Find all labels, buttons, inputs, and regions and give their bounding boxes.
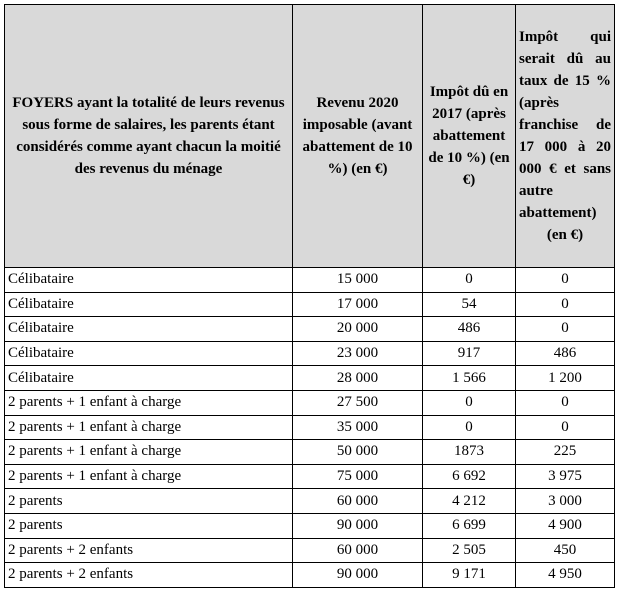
- household-cell: 2 parents + 1 enfant à charge: [5, 390, 293, 415]
- tax-15-cell: 0: [516, 292, 615, 317]
- income-cell: 50 000: [293, 440, 423, 465]
- income-cell: 60 000: [293, 538, 423, 563]
- household-cell: Célibataire: [5, 341, 293, 366]
- tax-15-cell: 225: [516, 440, 615, 465]
- household-cell: 2 parents + 1 enfant à charge: [5, 415, 293, 440]
- household-cell: 2 parents + 1 enfant à charge: [5, 440, 293, 465]
- income-cell: 35 000: [293, 415, 423, 440]
- tax-2017-cell: 54: [423, 292, 516, 317]
- income-cell: 27 500: [293, 390, 423, 415]
- tax-2017-cell: 6 692: [423, 464, 516, 489]
- household-cell: 2 parents: [5, 489, 293, 514]
- tax-15-cell: 1 200: [516, 366, 615, 391]
- table-row: [5, 563, 615, 588]
- income-cell: 90 000: [293, 513, 423, 538]
- income-cell: 20 000: [293, 317, 423, 342]
- household-cell: 2 parents + 1 enfant à charge: [5, 464, 293, 489]
- household-cell: 2 parents + 2 enfants: [5, 563, 293, 588]
- table-row: [5, 366, 615, 391]
- tax-2017-cell: 486: [423, 317, 516, 342]
- tax-2017-cell: 0: [423, 268, 516, 293]
- header-tax-15-percent: Impôt qui serait dû au taux de 15 % (après franchise de 17 000 à 20 000 € et sans autre abattement) (en €): [516, 5, 615, 268]
- tax-15-cell: 0: [516, 390, 615, 415]
- tax-15-cell: 4 950: [516, 563, 615, 588]
- household-cell: 2 parents + 2 enfants: [5, 538, 293, 563]
- tax-15-cell: 0: [516, 317, 615, 342]
- tax-2017-cell: 1 566: [423, 366, 516, 391]
- tax-2017-cell: 4 212: [423, 489, 516, 514]
- tax-15-cell: 0: [516, 415, 615, 440]
- tax-15-cell: 450: [516, 538, 615, 563]
- table-row: [5, 317, 615, 342]
- table-row: [5, 489, 615, 514]
- table-row: [5, 292, 615, 317]
- tax-2017-cell: 1873: [423, 440, 516, 465]
- income-cell: 60 000: [293, 489, 423, 514]
- income-cell: 28 000: [293, 366, 423, 391]
- tax-2017-cell: 0: [423, 415, 516, 440]
- income-cell: 17 000: [293, 292, 423, 317]
- tax-15-cell: 486: [516, 341, 615, 366]
- table-row: [5, 440, 615, 465]
- table-row: [5, 415, 615, 440]
- household-cell: Célibataire: [5, 317, 293, 342]
- tax-15-cell: 0: [516, 268, 615, 293]
- tax-2017-cell: 2 505: [423, 538, 516, 563]
- tax-15-cell: 3 975: [516, 464, 615, 489]
- household-cell: 2 parents: [5, 513, 293, 538]
- income-cell: 15 000: [293, 268, 423, 293]
- tax-2017-cell: 9 171: [423, 563, 516, 588]
- table-row: [5, 538, 615, 563]
- table-row: [5, 464, 615, 489]
- header-household: FOYERS ayant la totalité de leurs revenus sous forme de salaires, les parents étant considérés comme ayant chacun la moitié des revenus du ménage: [5, 5, 293, 268]
- table-row: [5, 268, 615, 293]
- table-row: [5, 341, 615, 366]
- household-cell: Célibataire: [5, 366, 293, 391]
- tax-table-wrapper: [4, 4, 615, 588]
- tax-2017-cell: 6 699: [423, 513, 516, 538]
- header-tax-2017: Impôt dû en 2017 (après abattement de 10 %) (en €): [423, 5, 516, 268]
- income-cell: 23 000: [293, 341, 423, 366]
- household-cell: Célibataire: [5, 268, 293, 293]
- table-row: [5, 513, 615, 538]
- tax-2017-cell: 0: [423, 390, 516, 415]
- tax-2017-cell: 917: [423, 341, 516, 366]
- table-row: [5, 390, 615, 415]
- household-cell: Célibataire: [5, 292, 293, 317]
- tax-15-cell: 3 000: [516, 489, 615, 514]
- income-cell: 75 000: [293, 464, 423, 489]
- header-row: [5, 5, 615, 268]
- tax-comparison-table: [4, 4, 615, 588]
- income-cell: 90 000: [293, 563, 423, 588]
- table-body: [5, 268, 615, 588]
- header-income-2020: Revenu 2020 imposable (avant abattement de 10 %) (en €): [293, 5, 423, 268]
- tax-15-cell: 4 900: [516, 513, 615, 538]
